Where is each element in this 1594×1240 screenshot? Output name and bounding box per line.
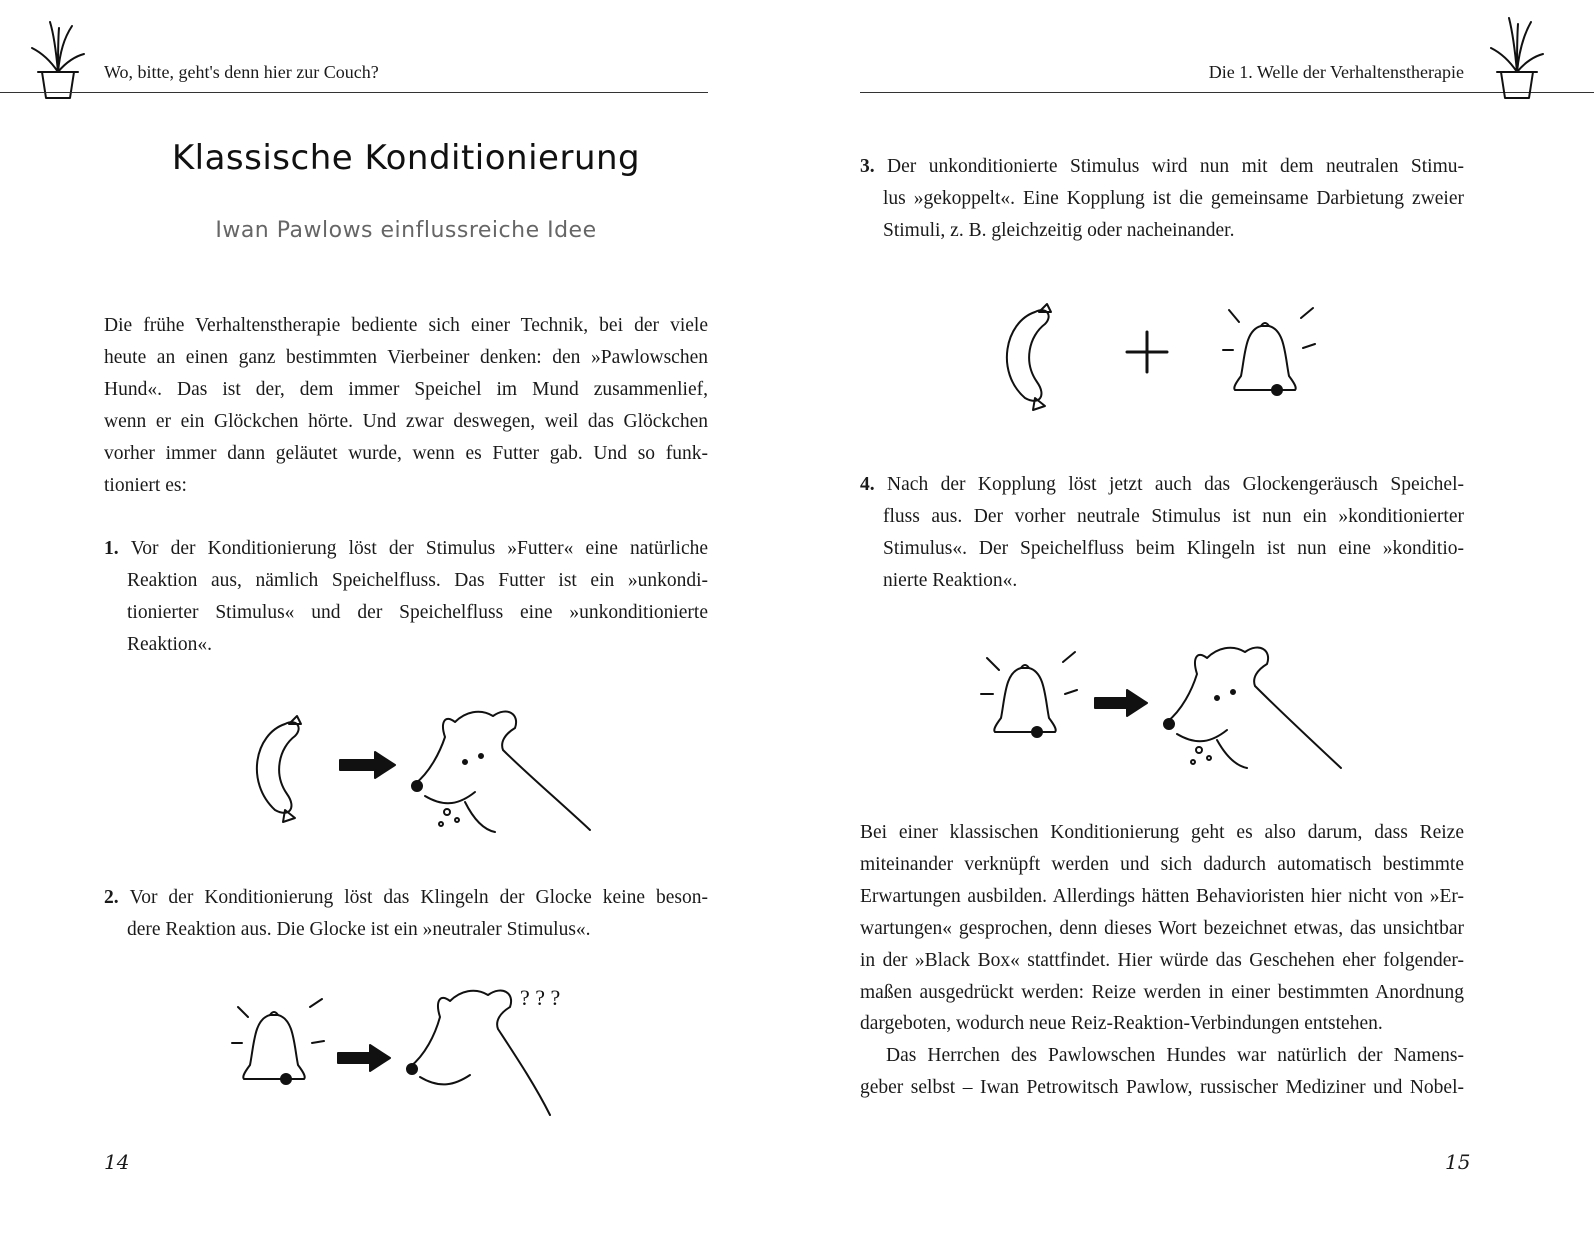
header-rule — [860, 92, 1594, 93]
sausage-icon — [257, 716, 301, 822]
arrow-icon — [340, 752, 395, 778]
salivating-dog-icon — [412, 712, 590, 832]
bell-to-salivating-dog-illustration — [981, 632, 1346, 772]
paragraph-2-line: geber selbst – Iwan Petrowitsch Pawlow, russischer Mediziner und Nobel- — [860, 1076, 1464, 1098]
item-2-line: dere Reaktion aus. Die Glocke ist ein »neutraler Stimulus«. — [127, 918, 591, 940]
item-4-line: nierte Reaktion«. — [883, 569, 1018, 591]
item-4-line: 4. Nach der Kopplung löst jetzt auch das Glockengeräusch Speichel- — [860, 474, 1464, 495]
list-number: 4. — [860, 474, 888, 495]
list-number: 1. — [104, 538, 131, 559]
item-2-line: 2. Vor der Konditionierung löst das Klingeln der Glocke keine beson- — [104, 887, 708, 908]
item-3-line: 3. Der unkonditionierte Stimulus wird nun mit dem neutralen Stimu- — [860, 156, 1464, 177]
plus-icon — [1127, 332, 1167, 372]
paragraph-1-line: maßen ausgedrückt werden: Reize werden in einer bestimmten Anordnung — [860, 981, 1464, 1003]
item-1-line: tionierter Stimulus« und der Speichelfluss eine »unkonditionierte — [127, 601, 708, 623]
sausage-plus-bell-illustration — [995, 302, 1315, 414]
ringing-bell-icon — [232, 999, 324, 1084]
intro-line: heute an einen ganz bestimmten Vierbeiner denken: den »Pawlowschen — [104, 346, 708, 368]
running-header: Wo, bitte, geht's denn hier zur Couch? — [104, 62, 379, 82]
paragraph-1-line: Erwartungen ausbilden. Allerdings hätten Behavioristen hier nicht von »Er- — [860, 885, 1464, 907]
page-number: 14 — [104, 1150, 130, 1174]
intro-line: wenn er ein Glöckchen hörte. Und zwar deswegen, weil das Glöckchen — [104, 410, 708, 432]
paragraph-1-line: dargeboten, wodurch neue Reiz-Reaktion-Verbindungen entstehen. — [860, 1013, 1383, 1035]
sausage-to-salivating-dog-illustration — [245, 712, 595, 827]
intro-line: Hund«. Das ist der, dem immer Speichel im Mund zusammenlief, — [104, 378, 708, 400]
item-1-line: Reaktion«. — [127, 633, 213, 655]
ringing-bell-icon — [1223, 308, 1315, 395]
chapter-subtitle: Iwan Pawlows einflussreiche Idee — [215, 218, 597, 243]
item-3-line: Stimuli, z. B. gleichzeitig oder nacheinander. — [883, 219, 1235, 241]
paragraph-1-line: wartungen« gesprochen, denn dieses Wort bezeichnet etwas, das unsichtbar — [860, 917, 1464, 939]
item-4-line: Stimulus«. Der Speichelfluss beim Klingeln ist nun eine »konditio- — [883, 537, 1464, 559]
page-number: 15 — [1445, 1150, 1471, 1174]
item-1-line: Reaktion aus, nämlich Speichelfluss. Das Futter ist ein »unkondi- — [127, 569, 708, 591]
potted-plant-icon — [1487, 14, 1547, 100]
chapter-title: Klassische Konditionierung — [171, 138, 641, 178]
intro-line: vorher immer dann geläutet wurde, wenn es Futter gab. Und so funk- — [104, 442, 708, 464]
ringing-bell-icon — [981, 652, 1077, 737]
salivating-dog-icon — [1164, 648, 1341, 768]
arrow-icon — [1095, 690, 1147, 716]
potted-plant-icon — [28, 20, 88, 100]
arrow-icon — [338, 1045, 390, 1071]
question-marks: ? ? ? — [520, 985, 561, 1010]
item-4-line: fluss aus. Der vorher neutrale Stimulus ist nun ein »konditionierter — [883, 505, 1464, 527]
sausage-icon — [1007, 304, 1051, 410]
paragraph-2-line: Das Herrchen des Pawlowschen Hundes war natürlich der Namens- — [886, 1045, 1464, 1066]
header-rule — [0, 92, 708, 93]
item-3-line: lus »gekoppelt«. Eine Kopplung ist die gemeinsame Darbietung zweier — [883, 187, 1464, 209]
intro-line: Die frühe Verhaltenstherapie bediente sich einer Technik, bei der viele — [104, 315, 708, 336]
paragraph-1-line: miteinander verknüpft werden und sich dadurch automatisch bestimmte — [860, 853, 1464, 875]
paragraph-1-line: in der »Black Box« stattfindet. Hier würde das Geschehen eher folgender- — [860, 949, 1464, 971]
list-number: 2. — [104, 887, 130, 908]
paragraph-1-line: Bei einer klassischen Konditionierung geht es also darum, dass Reize — [860, 822, 1464, 843]
right-page — [797, 0, 1594, 1240]
item-1-line: 1. Vor der Konditionierung löst der Stimulus »Futter« eine natürliche — [104, 538, 708, 559]
intro-line: tioniert es: — [104, 474, 187, 496]
running-header: Die 1. Welle der Verhaltenstherapie — [1208, 62, 1464, 82]
bell-to-confused-dog-illustration — [230, 985, 580, 1115]
list-number: 3. — [860, 156, 888, 177]
